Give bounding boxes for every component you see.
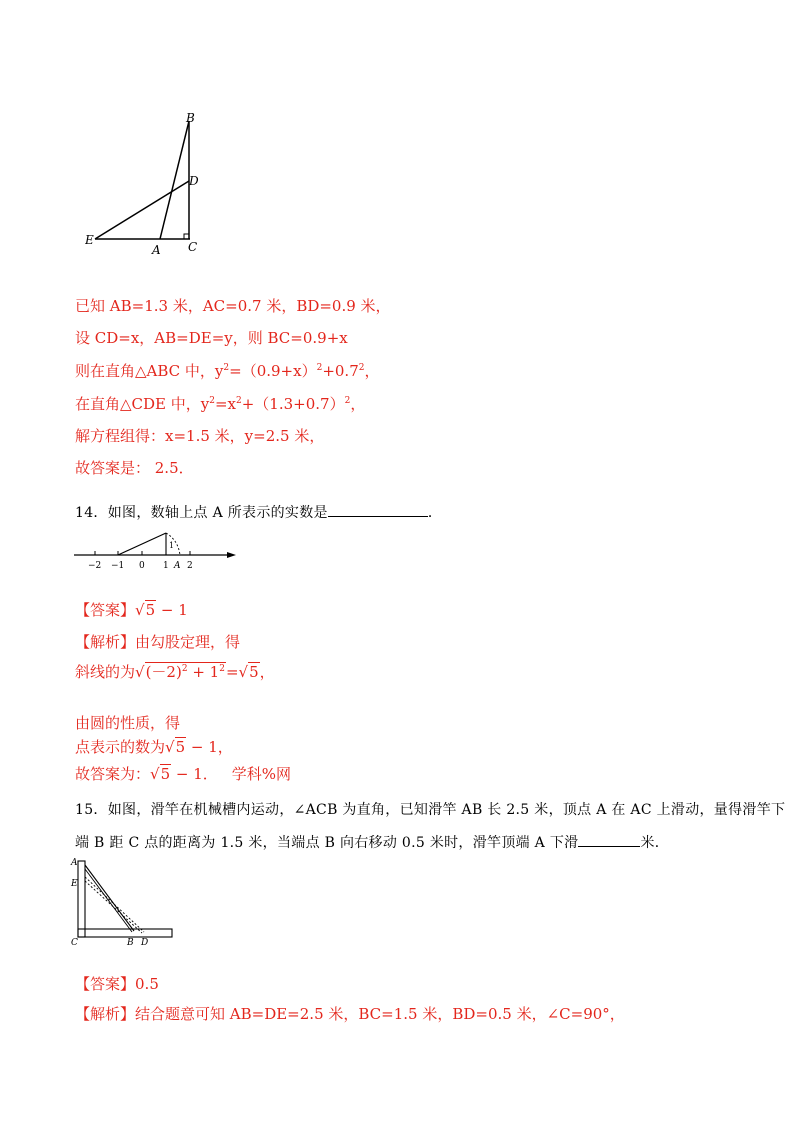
tick-label-neg2: −2 [88, 561, 102, 571]
hypotenuse-line-14: 斜线的为$√(-2)^2 + 1^2=√5$， [75, 663, 275, 681]
answer-blank-14 [328, 502, 428, 517]
point-line-14: 点表示的数为√5 − 1， [75, 738, 233, 756]
label-A-15: A [71, 858, 78, 868]
label-D: D [189, 174, 199, 188]
line-ED [95, 181, 189, 239]
rod-ED [85, 877, 144, 932]
question-15-line2: 端 B 距 C 点的距离为 1.5 米，当端点 B 向右移动 0.5 米时，滑竿顶端 A 下滑 米． [75, 832, 669, 853]
rod-AB [85, 865, 134, 931]
final-line-14: 故答案为：√5 − 1． 学科%网 [75, 765, 292, 783]
solution13-line4: 在直角△CDE 中，$y^2=x^2+(1.3+0.7)^2$， [75, 395, 366, 413]
label-C: C [188, 240, 198, 254]
solution13-line2: 设 CD=x，AB=DE=y，则 BC=0.9+x [75, 329, 348, 347]
solution13-line1: 已知 AB=1.3 米，AC=0.7 米，BD=0.9 米， [75, 297, 391, 315]
sliding-rod-figure-15 [68, 855, 178, 947]
label-A: A [152, 243, 161, 257]
solution13-line5: 解方程组得：x=1.5 米，y=2.5 米， [75, 427, 325, 445]
circle-line-14: 由圆的性质，得 [75, 714, 181, 732]
triangle-figure-13 [85, 105, 215, 260]
solution13-line3: 则在直角△ABC 中，$y^2=(0.9+x)^2+0.7^2$， [75, 362, 380, 380]
horizontal-channel [78, 929, 172, 937]
line-AB [160, 121, 189, 239]
answer-14: 【答案】√5 − 1 [75, 601, 188, 619]
number-line-figure-14 [70, 526, 240, 574]
label-C-15: C [71, 938, 78, 947]
answer-blank-15 [578, 832, 640, 847]
label-E-15: E [71, 879, 78, 889]
label-B: B [186, 111, 195, 125]
solution13-line6: 故答案是： 2.5． [75, 459, 194, 477]
explanation-15: 【解析】结合题意可知 AB=DE=2.5 米，BC=1.5 米，BD=0.5 米，∠C=90°， [75, 1005, 625, 1023]
watermark-text: 学科%网 [231, 765, 292, 783]
vertical-label-1: 1 [169, 541, 175, 550]
label-D-15: D [141, 938, 149, 947]
answer-15: 【答案】0.5 [75, 975, 159, 993]
axis-arrow [227, 552, 236, 558]
tick-label-1: 1 [163, 561, 169, 571]
question-14: 14．如图，数轴上点 A 所表示的实数是 ． [75, 502, 442, 523]
question-15-line1: 15．如图，滑竿在机械槽内运动，∠ACB 为直角，已知滑竿 AB 长 2.5 米，顶点 A 在 AC 上滑动，量得滑竿下 [75, 802, 786, 818]
label-E: E [85, 233, 94, 247]
tick-label-2: 2 [187, 561, 193, 571]
point-label-A: A [174, 561, 181, 571]
explanation-14: 【解析】由勾股定理，得 [75, 633, 241, 651]
tick-label-neg1: −1 [111, 561, 125, 571]
tick-label-0: 0 [139, 561, 145, 571]
label-B-15: B [127, 938, 134, 947]
vertical-channel [78, 861, 85, 937]
